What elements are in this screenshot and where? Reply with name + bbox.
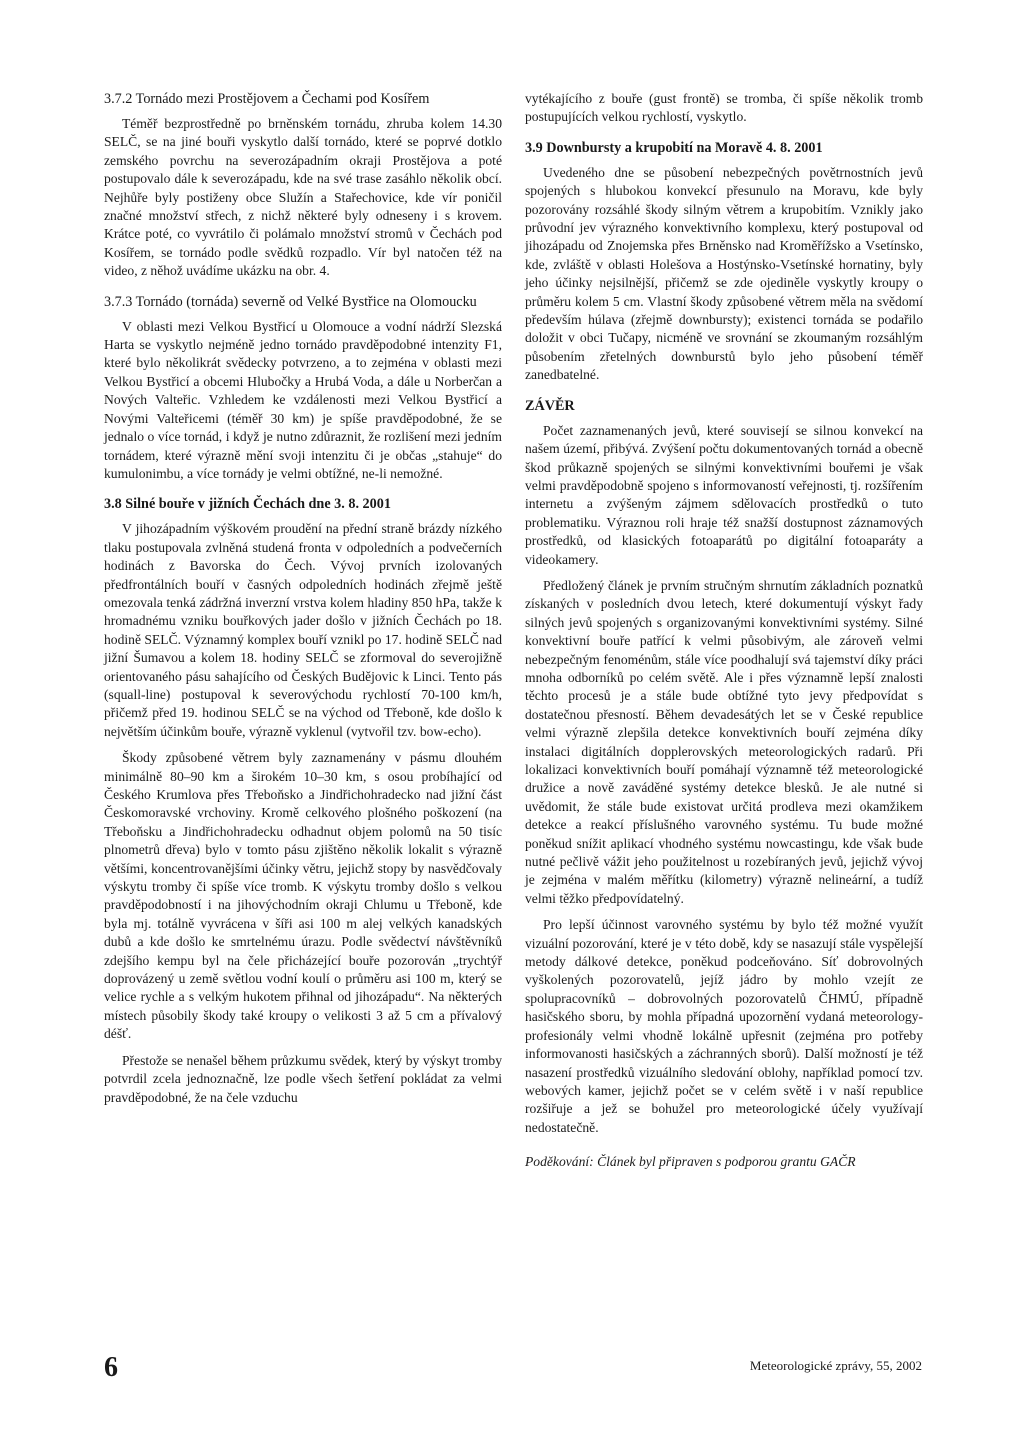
section-heading-3-8: 3.8 Silné bouře v jižních Čechách dne 3. 8. 2001 [104, 496, 391, 513]
section-heading-3-7-3: 3.7.3 Tornádo (tornáda) severně od Velké Bystřice na Olomoucku [104, 293, 477, 310]
paragraph: Přestože se nenašel během průzkumu svědek, který by výskyt tromby potvrdil zcela jednoznačně, lze podle všech šetření pokládat za velmi pravděpodobné, že na čele vzduchu [104, 1052, 502, 1105]
section-heading-3-9: 3.9 Downbursty a krupobití na Moravě 4. 8. 2001 [525, 139, 823, 156]
paragraph: V oblasti mezi Velkou Bystřicí u Olomouce a vodní nádrží Slezská Harta se vyskytlo nejméně jedno tornádo pravděpodobné intenzity F1, které bylo několikrát svědecky potvrzeno, a to zejména v oblasti mezi Velkou Bystřicí a obcemi Hlubočky a Hrubá Voda, a dále u Norberčan a Nových Valteřic. Vzhledem ke vzdálenosti mezi Velkou Bystřicí a Novými Valteřicemi (téměř 30 km) je spíše pravděpodobné, že se jednalo o více tornád, i když je nutno zdůraznit, že rozlišení mezi jedním tornádem, které výrazně mění svoji intenzitu či je občas „stahuje“ do kumulonimbu, a více tornády je velmi obtížné, ne-li nemožné. [104, 318, 502, 481]
paragraph: Téměř bezprostředně po brněnském tornádu, zhruba kolem 14.30 SELČ, se na jiné bouři vyskytlo další tornádo, které se poprvé dotklo zemského povrchu na severozápadním okraji Prostějova a poté postupovalo dále k severozápadu, kde na své trase zasáhlo několik obcí. Nejhůře byly postiženy obce Služín a Stařechovice, kde vír poničil značné množství střech, z nichž některé byly odneseny i s krovem. Krátce poté, co vyvrátilo či polámalo množství stromů v Čechách pod Kosířem, se tornádo podle svědků rozpadlo. Vír byl natočen též na video, z něhož uvádíme ukázku na obr. 4. [104, 116, 502, 279]
paragraph: Předložený článek je prvním stručným shrnutím základních poznatků získaných v posledních dvou letech, které dokumentují výskyt řady silných jevů spojených s organizovanými konvektivními systémy. Silné konvektivní bouře patřící k velmi působivým, ale zároveň velmi nebezpečným fenoménům, stále více poodhalují svá tajemství díky práci mnoha odborníků po celém světě. Ale i přes významně lepší znalosti těchto procesů je a stále bude obtížné tyto jevy předpovídat s dostatečnou přesností. Během devadesátých let se v České republice velmi výrazně zlepšila detekce konvektivních bouří zejména díky instalaci digitálních dopplerovských meteorologických radarů. Při lokalizaci konvektivních bouří pomáhají významně též meteorologické družice a nově zaváděné systémy detekce blesků. Je ale nutné si uvědomit, že stále bude existovat určitá prodleva mezi okamžikem detekce a reakcí příslušného varovného systému. Tu bude možné poněkud snížit aplikací vhodného systému nowcastingu, kde však bude nutné pečlivě vážit jeho použitelnost u rozebíraných jevů, jejichž vývoj je zejména v malém měřítku (kilometry) výrazně nelineární, a tudíž velmi těžko předpovídatelný. [525, 577, 923, 906]
right-column [525, 90, 923, 1172]
paragraph: Uvedeného dne se působení nebezpečných povětrnostních jevů spojených s hlubokou konvekcí přesunulo na Moravu, kde byly pozorovány rozsáhlé škody silným větrem a krupobitím. Vznikly jako průvodní jev výrazného konvektivního komplexu, který postupoval od jihozápadu od Znojemska přes Brněnsko nad Kroměřížsko a Vsetínsko, kde, zvláště v oblasti Holešova a Hostýnsko-Vsetínské hornatiny, byly jeho účinky nejsilnější, přičemž se zde ojediněle vyskytly kroupy o průměru kolem 5 cm. Vlastní škody způsobené větrem měla na svědomí především húlava (zřejmě downbursty); existenci tornáda se podařilo doložit v obci Tučapy, nicméně ve srovnání se zkoumaným rozsáhlým působením zřetelných downburstů bylo jeho působení téměř zanedbatelné. [525, 164, 923, 383]
paragraph: Počet zaznamenaných jevů, které souvisejí se silnou konvekcí na našem území, přibývá. Zvýšení počtu dokumentovaných tornád a obecně škod průkazně spojených se silnými konvektivními bouřemi je však velmi pravděpodobně spojeno s informovaností veřejnosti, tj. rozšířením internetu a zvýšeným zájmem sdělovacích prostředků o tuto problematiku. Výraznou roli hraje též snažší dostupnost záznamových prostředků, od klasických fotoaparátů po digitální fotoaparáty a videokamery. [525, 422, 923, 567]
section-heading-zaver: ZÁVĚR [525, 397, 575, 414]
acknowledgement: Poděkování: Článek byl připraven s podporou grantu GAČR [525, 1154, 856, 1170]
section-heading-3-7-2: 3.7.2 Tornádo mezi Prostějovem a Čechami pod Kosířem [104, 91, 430, 107]
page-number: 6 [104, 1352, 118, 1383]
journal-citation: Meteorologické zprávy, 55, 2002 [749, 1358, 922, 1373]
paragraph-continued: vytékajícího z bouře (gust frontě) se tromba, či spíše několik tromb postupujících velkou rychlostí, vyskytlo. [525, 91, 923, 125]
paragraph: Pro lepší účinnost varovného systému by bylo též možné využít vizuální pozorování, které je v této době, kdy se nasazují stále vyspělejší metody dálkové detekce, poněkud podceňováno. Síť dobrovolných vyškolených pozorovatelů, jejíž jádro by mohlo vzejít ze spolupracovníků – dobrovolných pozorovatelů ČHMÚ, případně hasičského sboru, by mohla případná upozornění vydaná meteorology-profesionály velmi vhodně lokálně upřesnit (zejména pro potřeby informovanosti hasičských a záchranných sborů). Další možností je též nasazení prostředků vizuálního sledování oblohy, například pomocí tzv. webových kamer, jejichž počet se v celém světě i v naší republice rozšiřuje a jež se bohužel pro meteorologické účely využívají nedostatečně. [525, 917, 923, 1135]
paragraph: Škody způsobené větrem byly zaznamenány v pásmu dlouhém minimálně 80–90 km a širokém 10–30 km, s osou probíhající od Českého Krumlova přes Třeboňsko a Jindřichohradecko nad jižní část Českomoravské vrchoviny. Kromě celkového plošného poškození (na Třeboňsku a Jindřichohradecku odhadnut objem polomů na 50 tisíc plnometrů dřeva) bylo v tomto pásu zjištěno několik lokalit s výrazně většími, koncentrovanějšími účinky větru, jejichž stopy by nasvědčovaly výskytu tromby či spíše více tromb. K výskytu tromby došlo s velkou pravděpodobností i na jihovýchodním okraji Chlumu u Třeboně, kde byla mj. totálně vyvrácena v šíři asi 100 m alej velkých kanadských dubů a kde došlo ke smrtelnému úrazu. Podle svědectví návštěvníků zdejšího kempu byl na čele přicházející bouře pozorován „trychtýř doprovázený u země světlou vodní koulí o průměru asi 100 m, který se velice rychle a s velkým hukotem přihnal od jihozápadu“. Na některých místech působily škody také kroupy o velikosti 3 až 5 cm a přívalový déšť. [104, 750, 502, 1042]
left-column [104, 90, 502, 1107]
paragraph: V jihozápadním výškovém proudění na přední straně brázdy nízkého tlaku postupovala zvlněná studená fronta v odpoledních a podvečerních hodinách z Bavorska do Čech. Vývoj prvních izolovaných předfrontálních bouří v časných odpoledních hodinách zřejmě ještě omezovala tenká zádržná inverzní vrstva kolem hladiny 850 hPa, takže k hromadnému vzniku bouřkových jader došlo v jižních Čechách po 18. hodině SELČ. Významný komplex bouří vznikl po 17. hodině SELČ nad jižní Šumavou a kolem 18. hodiny SELČ se zformoval do severojižně orientovaného pásu sahajícího od Českých Budějovic k Linci. Tento pás (squall-line) postupoval k severovýchodu rychlostí 70-100 km/h, přičemž před 19. hodinou SELČ se na východ od Třeboně, kde došlo k největším účinkům bouře, výrazně vyklenul (vytvořil tzv. bow-echo). [104, 521, 502, 739]
